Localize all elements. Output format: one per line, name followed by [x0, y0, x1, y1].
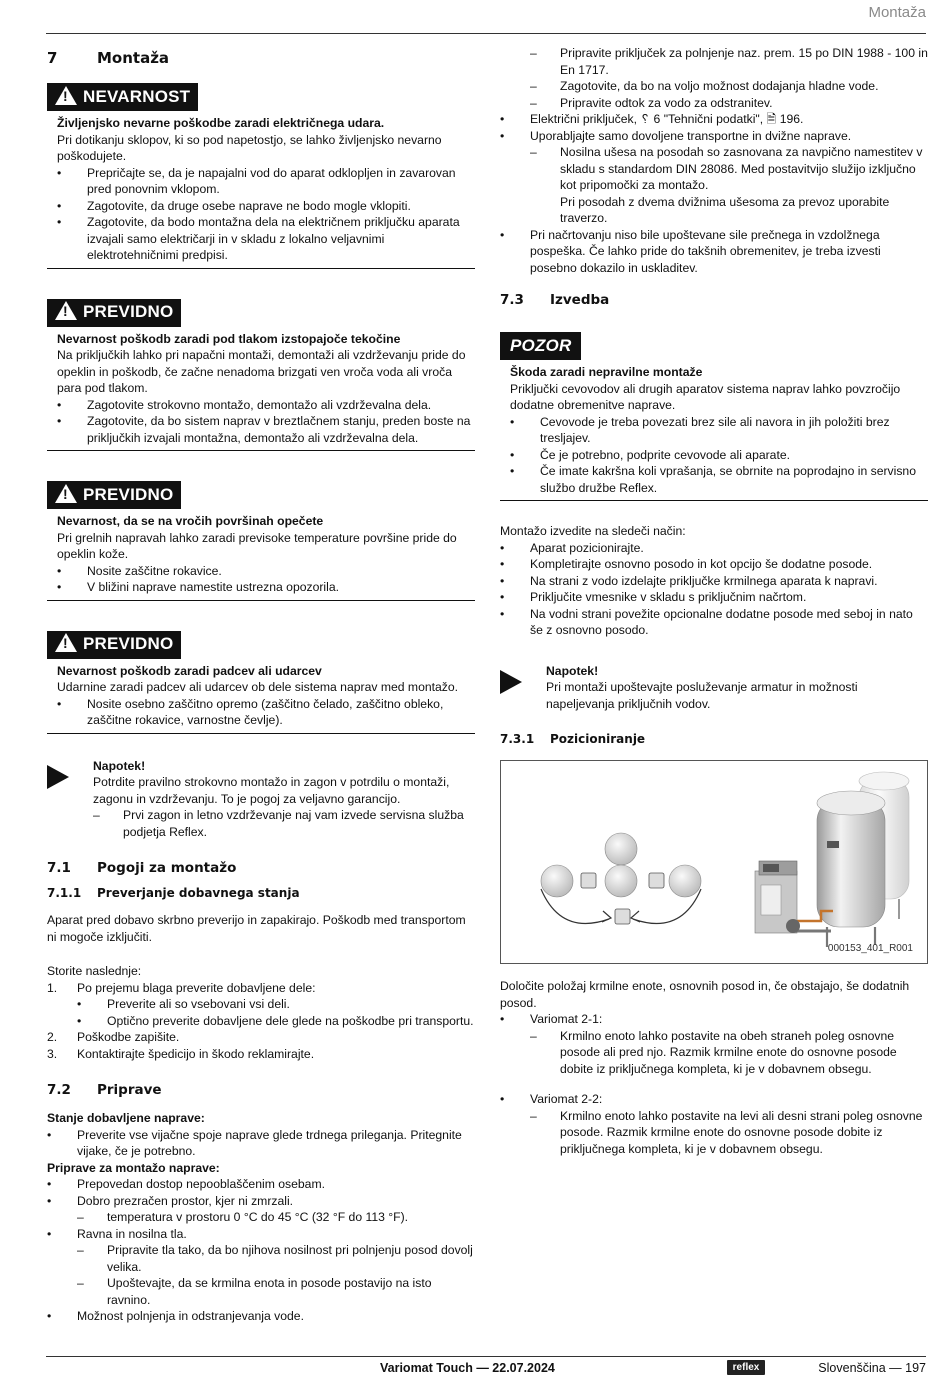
list-item: – Pripravite priključek za polnjenje naz. prem. 15 po DIN 1988 - 100 in En 1717.	[530, 46, 928, 77]
danger-title: Življenjsko nevarne poškodbe zaradi električnega udara.	[57, 116, 385, 130]
caution-text: Udarnine zaradi padcev ali udarcev ob dele sistema naprav med montažo.	[57, 680, 459, 694]
caution-box-hot-surfaces	[47, 481, 475, 601]
caution-badge: ! PREVIDNO	[47, 631, 181, 659]
figure-caption: 000153_401_R001	[827, 942, 913, 954]
warning-triangle-icon	[55, 301, 77, 320]
list-item: • Zagotovite, da bodo montažna dela na električnem priključku aparata izvajali samo električarji in v skladu z lokalno veljavnimi elektrotehničnimi predpisi.	[57, 215, 460, 262]
list-item: – Pripravite odtok za vodo za odstranitev.	[530, 95, 773, 110]
list-item: • Preverite ali so vsebovani vsi deli.	[77, 997, 290, 1011]
note-box	[500, 663, 928, 713]
list-item: • Variomat 2-1:	[500, 1012, 603, 1026]
section-7-1-heading: 7.1 Pogoji za montažo	[47, 859, 237, 876]
running-header: Montaža	[868, 4, 926, 21]
note-box	[47, 758, 475, 841]
caution-title: Nevarnost poškodb zaradi padcev ali udarcev	[57, 663, 322, 678]
list-item: • Zagotovite, da druge osebe naprave ne bodo mogle vklopiti.	[57, 198, 411, 213]
list-item: • Na vodni strani povežite opcionalne dodatne posode med seboj in nato še z osnovno posodo.	[500, 606, 913, 637]
list-item: • Cevovode je treba povezati brez sile ali navora in jih položiti brez tresljajev.	[510, 414, 890, 445]
caution-text: Na priključkih lahko pri napačni montaži, demontaži ali vzdrževanju pride do opeklin in poškodb, če začne nenadoma brizgati ven vroča voda ali vroča para pod tlakom.	[57, 348, 466, 395]
paragraph: Aparat pred dobavo skrbno preverijo in zapakirajo. Poškodb med transportom ni mogoče izključiti.	[47, 913, 466, 944]
list-item: • Na strani z vodo izdelajte priključke krmilnega aparata k napravi.	[500, 573, 878, 588]
note-arrow-icon	[500, 663, 546, 713]
list-item: – Upoštevajte, da se krmilna enota in posode postavijo na isto ravnino.	[77, 1276, 432, 1307]
section-7-3-heading: 7.3 Izvedba	[500, 291, 610, 308]
danger-text: Pri dotikanju sklopov, ki so pod napetostjo, se lahko življenjsko nevarno poškodujete.	[57, 132, 442, 163]
notice-box	[500, 332, 928, 501]
positioning-figure	[500, 760, 928, 964]
note-text: Potrdite pravilno strokovno montažo in zagon v potrdilu o montaži, zagonu in vzdrževanju. To je pogoj za veljavno garancijo.	[93, 775, 450, 806]
paragraph: Montažo izvedite na sledeči način:	[500, 524, 686, 538]
caution-title: Nevarnost poškodb zaradi pod tlakom izstopajoče tekočine	[57, 331, 401, 346]
caution-badge: ! PREVIDNO	[47, 299, 181, 327]
list-item: • Možnost polnjenja in odstranjevanja vode.	[47, 1309, 304, 1323]
list-item: • V bližini naprave namestite ustrezna opozorila.	[57, 580, 340, 594]
paragraph: Storite naslednje:	[47, 964, 142, 978]
list-item: • Električni priključek, ␦ 6 "Tehnični podatki", 🗎 196.	[500, 112, 804, 126]
subheading: Priprave za montažo naprave:	[47, 1160, 220, 1175]
caution-title: Nevarnost, da se na vročih površinah opečete	[57, 514, 324, 528]
reflex-logo: reflex	[727, 1360, 765, 1375]
list-item: 3. Kontaktirajte špedicijo in škodo reklamirajte.	[47, 1046, 315, 1061]
note-title: Napotek!	[93, 758, 146, 773]
list-item: • Nosite zaščitne rokavice.	[57, 563, 222, 578]
list-item: – Prvi zagon in letno vzdrževanje naj vam izvede servisna služba podjetja Reflex.	[93, 808, 464, 839]
danger-box	[47, 83, 475, 269]
footer-rule	[46, 1356, 926, 1357]
list-item: • Kompletirajte osnovno posodo in kot opcijo še dodatne posode.	[500, 557, 873, 571]
warning-triangle-icon	[55, 484, 77, 503]
section-7-2-heading: 7.2 Priprave	[47, 1081, 162, 1098]
right-column	[500, 45, 928, 1157]
note-title: Napotek!	[546, 663, 599, 678]
list-item: • Prepričajte se, da je napajalni vod do aparat odklopljen in zavarovan pred ponovnim vklopom.	[57, 165, 456, 196]
list-item: • Dobro prezračen prostor, kjer ni zmrzali.	[47, 1193, 294, 1208]
list-item: – Zagotovite, da bo na voljo možnost dodajanja hladne vode.	[530, 79, 879, 93]
list-item: 2. Poškodbe zapišite.	[47, 1030, 180, 1044]
list-item: • Priključite vmesnike v skladu s priključnim načrtom.	[500, 590, 807, 604]
list-item: – Pripravite tla tako, da bo njihova nosilnost pri polnjenju posod dovolj velika.	[77, 1243, 473, 1274]
positioning-illustration	[501, 761, 929, 965]
list-item: – Krmilno enoto lahko postavite na levi ali desni strani poleg osnovne posode. Razmik krmilne enote do osnovne posode dobite iz priključnega kompleta, ki je v dobavnem obsegu.	[530, 1108, 923, 1156]
note-text: Pri montaži upoštevajte posluževanje armatur in možnosti napeljevanja priključnih vodov.	[546, 680, 858, 711]
header-rule	[46, 33, 926, 34]
caution-badge: ! PREVIDNO	[47, 481, 181, 509]
caution-box-pressure	[47, 299, 475, 452]
list-item: • Ravna in nosilna tla.	[47, 1226, 187, 1241]
notice-badge: POZOR	[500, 332, 581, 360]
list-item: • Preverite vse vijačne spoje naprave glede trdnega prileganja. Pritegnite vijake, če je potrebno.	[47, 1127, 462, 1158]
list-item: Pri posodah z dvema dvižnima ušesoma za prevoz uporabite traverzo.	[560, 194, 890, 225]
warning-triangle-icon	[55, 633, 77, 652]
list-item: – temperatura v prostoru 0 °C do 45 °C (32 °F do 113 °F).	[77, 1210, 409, 1224]
section-7-3-1-heading: 7.3.1 Pozicioniranje	[500, 731, 646, 746]
list-item: • Če imate kakršna koli vprašanja, se obrnite na poprodajno in servisno službo družbe Reflex.	[510, 464, 916, 495]
footer-page: Slovenščina — 197	[818, 1361, 926, 1375]
note-arrow-icon	[47, 758, 93, 841]
warning-triangle-icon	[55, 86, 77, 105]
caution-text: Pri grelnih napravah lahko zaradi previsoke temperature površine pride do opeklin kože.	[57, 530, 457, 561]
list-item: • Uporabljajte samo dovoljene transportne in dvižne naprave.	[500, 128, 852, 143]
list-item: • Pri načrtovanju niso bile upoštevane sile prečnega in vzdolžnega pospeška. Če lahko pride do takšnih obremenitev, je treba izvesti posebno dokazilo in uskladitev.	[500, 227, 881, 275]
list-item: • Zagotovite strokovno montažo, demontažo ali vzdrževalna dela.	[57, 397, 432, 412]
footer-document: Variomat Touch — 22.07.2024	[380, 1361, 555, 1375]
list-item: • Variomat 2-2:	[500, 1092, 603, 1106]
caution-box-falls	[47, 631, 475, 734]
notice-title: Škoda zaradi nepravilne montaže	[510, 365, 703, 379]
section-7-heading: 7 Montaža	[47, 48, 170, 67]
list-item: • Zagotovite, da bo sistem naprav v breztlačnem stanju, preden boste na priključkih izvajali montažna, demontažo ali vzdrževalna dela.	[57, 414, 471, 445]
list-item: • Prepovedan dostop nepooblaščenim osebam.	[47, 1177, 325, 1191]
list-item: • Nosite osebno zaščitno opremo (zaščitno čelado, zaščitno obleko, zaščitne rokavice, varnostne čevlje).	[57, 696, 444, 727]
list-item: • Če je potrebno, podprite cevovode ali aparate.	[510, 447, 791, 462]
left-column	[47, 40, 475, 1325]
section-7-1-1-heading: 7.1.1 Preverjanje dobavnega stanja	[47, 885, 300, 900]
list-item: • Optično preverite dobavljene dele glede na poškodbe pri transportu.	[77, 1013, 474, 1028]
paragraph: Določite položaj krmilne enote, osnovnih posod in, če obstajajo, še dodatnih posod.	[500, 979, 910, 1010]
list-item: 1. Po prejemu blaga preverite dobavljene dele:	[47, 980, 316, 995]
notice-text: Priključki cevovodov ali drugih aparatov sistema naprav lahko povzročijo dodatne obremenitve naprave.	[510, 381, 901, 412]
subheading: Stanje dobavljene naprave:	[47, 1111, 205, 1125]
list-item: – Nosilna ušesa na posodah so zasnovana za navpično namestitev v skladu s standardom DIN 28086. Med postavitvijo služijo izključno kot pripomočki za montažo.	[530, 145, 923, 192]
list-item: – Krmilno enoto lahko postavite na obeh straneh poleg osnovne posode ali pred njo. Razmik krmilne enote do osnovne posode dobite iz priključnega kompleta, ki je v dobavnem obsegu.	[530, 1028, 897, 1076]
list-item: • Aparat pozicionirajte.	[500, 540, 644, 555]
danger-badge: ! NEVARNOST	[47, 83, 198, 111]
